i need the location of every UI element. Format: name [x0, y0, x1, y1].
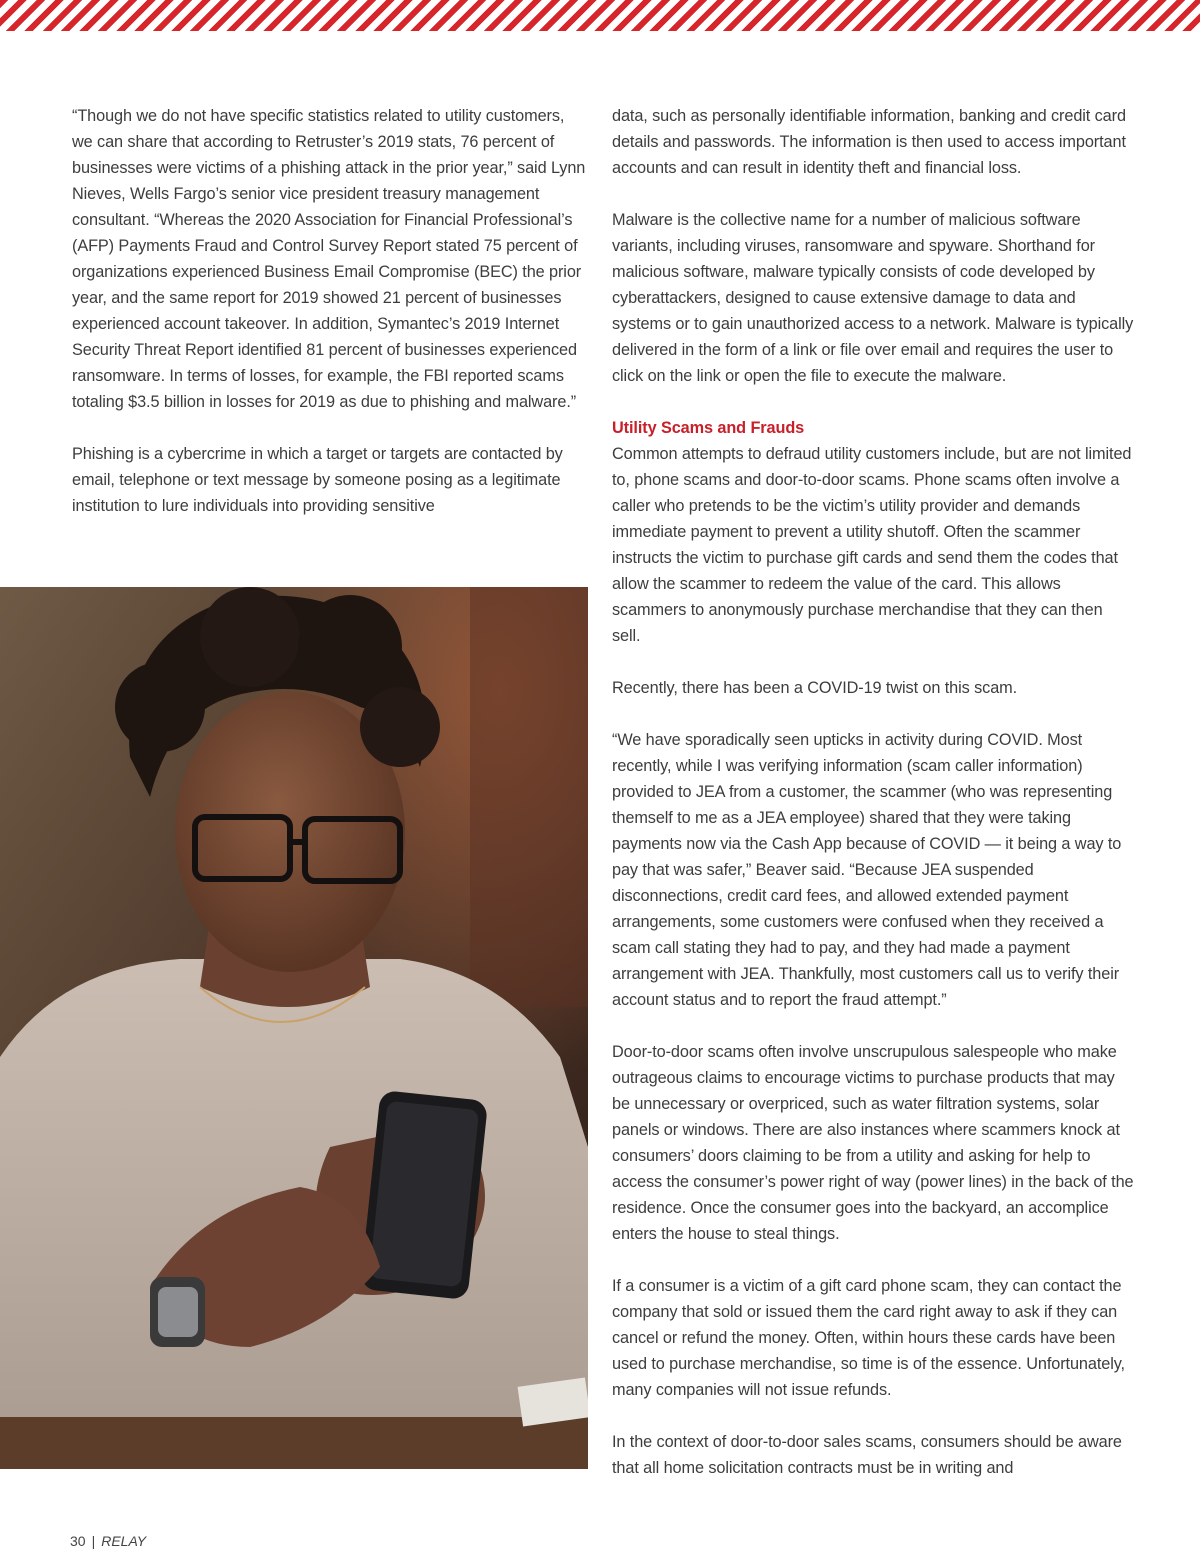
page-number: 30 [70, 1533, 86, 1549]
paragraph: “Though we do not have specific statistics related to utility customers, we can share that according to Retruster’s 2019 stats, 76 percent of businesses were victims of a phishing attack in the prior year,” said Lynn Nieves, Wells Fargo’s senior vice president treasury management consultant. “Whereas the 2020 Association for Financial Professional’s (AFP) Payments Fraud and Control Survey Report stated 75 percent of organizations experienced Business Email Compromise (BEC) the prior year, and the same report for 2019 showed 21 percent of businesses experienced account takeover. In addition, Symantec’s 2019 Internet Security Threat Report identified 81 percent of businesses experienced ransomware. In terms of losses, for example, the FBI reported scams totaling $3.5 billion in losses for 2019 as due to phishing and malware.” [72, 107, 586, 411]
page-footer [70, 1533, 146, 1549]
section-heading: Utility Scams and Frauds [612, 419, 805, 437]
paragraph: In the context of door-to-door sales scams, consumers should be aware that all home solicitation contracts must be in writing and [612, 1433, 1122, 1477]
paragraph: Recently, there has been a COVID-19 twist on this scam. [612, 679, 1018, 697]
footer-separator: | [91, 1533, 96, 1549]
paragraph: If a consumer is a victim of a gift card phone scam, they can contact the company that sold or issued them the card right away to ask if they can cancel or refund the money. Often, within hours these cards have been used to purchase merchandise, so time is of the essence. Unfortunately, many companies will not issue refunds. [612, 1277, 1125, 1399]
paragraph: Common attempts to defraud utility customers include, but are not limited to, phone scams and door-to-door scams. Phone scams often involve a caller who pretends to be the victim’s utility provider and demands immediate payment to prevent a utility shutoff. Often the scammer instructs the victim to purchase gift cards and send them the codes that allow the scammer to redeem the value of the card. This allows scammers to anonymously purchase merchandise that they can then sell. [612, 445, 1132, 645]
paragraph: Door-to-door scams often involve unscrupulous salespeople who make outrageous claims to encourage victims to purchase products that may be unnecessary or overpriced, such as water filtration systems, solar panels or windows. There are also instances where scammers knock at consumers’ doors claiming to be from a utility and asking for help to access the consumer’s power right of way (power lines) in the back of the residence. Once the consumer goes into the backyard, an accomplice enters the house to steal things. [612, 1043, 1134, 1243]
paragraph: data, such as personally identifiable information, banking and credit card details and passwords. The information is then used to access important accounts and can result in identity theft and financial loss. [612, 107, 1126, 177]
magazine-name: RELAY [101, 1533, 147, 1549]
paragraph: Phishing is a cybercrime in which a target or targets are contacted by email, telephone or text message by someone posing as a legitimate institution to lure individuals into providing sensitive [72, 445, 563, 515]
paragraph: Malware is the collective name for a number of malicious software variants, including viruses, ransomware and spyware. Shorthand for malicious software, malware typically consists of code developed by cyberattackers, designed to cause extensive damage to data and systems or to gain unauthorized access to a network. Malware is typically delivered in the form of a link or file over email and requires the user to click on the link or open the file to execute the malware. [612, 211, 1134, 385]
article-photo-woman-with-phone [0, 587, 588, 1469]
right-column [612, 103, 1134, 1507]
left-column [72, 103, 587, 545]
paragraph: “We have sporadically seen upticks in activity during COVID. Most recently, while I was verifying information (scam caller information) provided to JEA from a customer, the scammer (who was representing themself to me as a JEA employee) shared that they were taking payments now via the Cash App because of COVID — it being a way to pay that was safer,” Beaver said. “Because JEA suspended disconnections, credit card fees, and allowed extended payment arrangements, some customers were confused when they received a scam call stating they had to pay, and they had made a payment arrangement with JEA. Thankfully, most customers call us to verify their account status and to report the fraud attempt.” [612, 731, 1122, 1009]
decorative-stripe-band [0, 0, 1200, 31]
